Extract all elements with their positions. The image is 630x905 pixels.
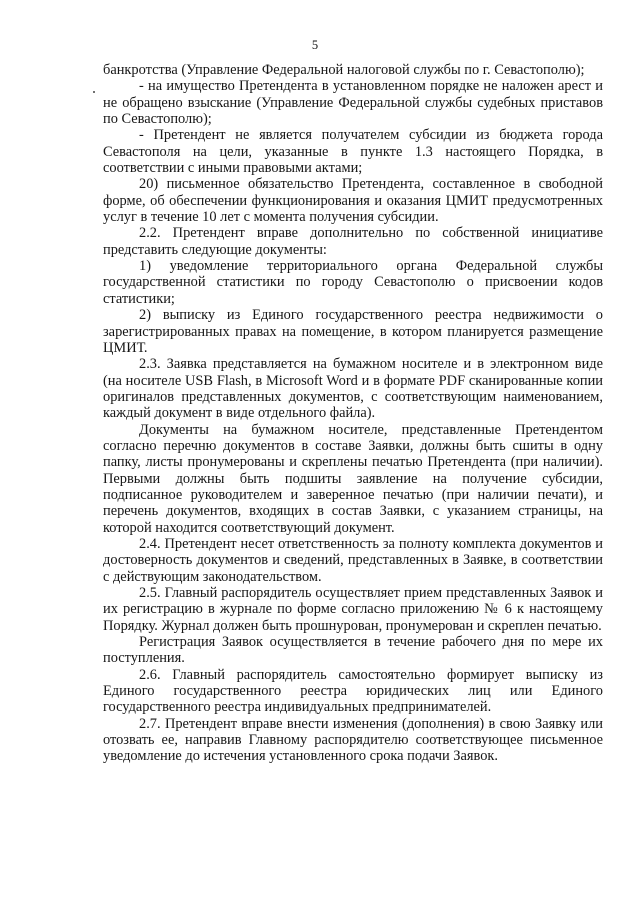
paragraph-no-subsidy: - Претендент не является получателем субсидии из бюджета города Севастополя на цели, указанные в пункте 1.3 настоящего Порядка, в соответствии с иными правовыми актами;: [103, 127, 603, 177]
document-body: [103, 62, 603, 765]
paragraph-2-3: 2.3. Заявка представляется на бумажном носителе и в электронном виде (на носителе USB Flash, в Microsoft Word и в формате PDF сканированные копии оригиналов представленных документов, с соответствующим наименованием, каждый документ в виде отдельного файла).: [103, 356, 603, 422]
paragraph-no-arrest: - на имущество Претендента в установленном порядке не наложен арест и не обращено взыскание (Управление Федеральной службы судебных приставов по Севастополю);: [103, 78, 603, 128]
scan-artifact: [93, 91, 95, 93]
paragraph-2-5: 2.5. Главный распорядитель осуществляет прием представленных Заявок и их регистрацию в журнале по форме согласно приложению № 6 к настоящему Порядку. Журнал должен быть прошнурован, пронумерован и скреплен печатью.: [103, 585, 603, 634]
paragraph-2-2-item-2: 2) выписку из Единого государственного реестра недвижимости о зарегистрированных правах на помещение, в котором планируется размещение ЦМИТ.: [103, 307, 603, 356]
paragraph-2-2: 2.2. Претендент вправе дополнительно по собственной инициативе представить следующие документы:: [103, 225, 603, 258]
paragraph-2-6: 2.6. Главный распорядитель самостоятельно формирует выписку из Единого государственного реестра юридических лиц или Единого государственного реестра индивидуальных предпринимателей.: [103, 666, 603, 716]
paragraph-2-7: 2.7. Претендент вправе внести изменения (дополнения) в свою Заявку или отозвать ее, направив Главному распорядителю соответствующее письменное уведомление до истечения установленного срока подачи Заявок.: [103, 715, 603, 765]
paragraph-bankruptcy-tail: банкротства (Управление Федеральной налоговой службы по г. Севастополю);: [103, 62, 585, 78]
paragraph-2-4: 2.4. Претендент несет ответственность за полноту комплекта документов и достоверность документов и сведений, представленных в Заявке, в соответствии с действующим законодательством.: [103, 535, 603, 585]
paragraph-registration: Регистрация Заявок осуществляется в течение рабочего дня по мере их поступления.: [103, 634, 603, 667]
paragraph-2-2-item-1: 1) уведомление территориального органа Федеральной службы государственной статистики по городу Севастополю о присвоении кодов статистики;: [103, 258, 603, 307]
paragraph-item-20: 20) письменное обязательство Претендента, составленное в свободной форме, об обеспечении функционирования и оказания ЦМИТ предусмотренных услуг в течение 10 лет с момента получения субсидии.: [103, 176, 603, 226]
page-number: 5: [311, 38, 319, 52]
paragraph-paper-documents: Документы на бумажном носителе, представленные Претендентом согласно перечню документов в составе Заявки, должны быть сшиты в одну папку, листы пронумерованы и скреплены печатью Претендента (при наличии). Первыми должны быть подшиты заявление на получение субсидии, подписанное руководителем и заверенное печатью (при наличии печати), и перечень документов, входящих в состав Заявки, с указанием страницы, на которой находится соответствующий документ.: [103, 421, 603, 536]
